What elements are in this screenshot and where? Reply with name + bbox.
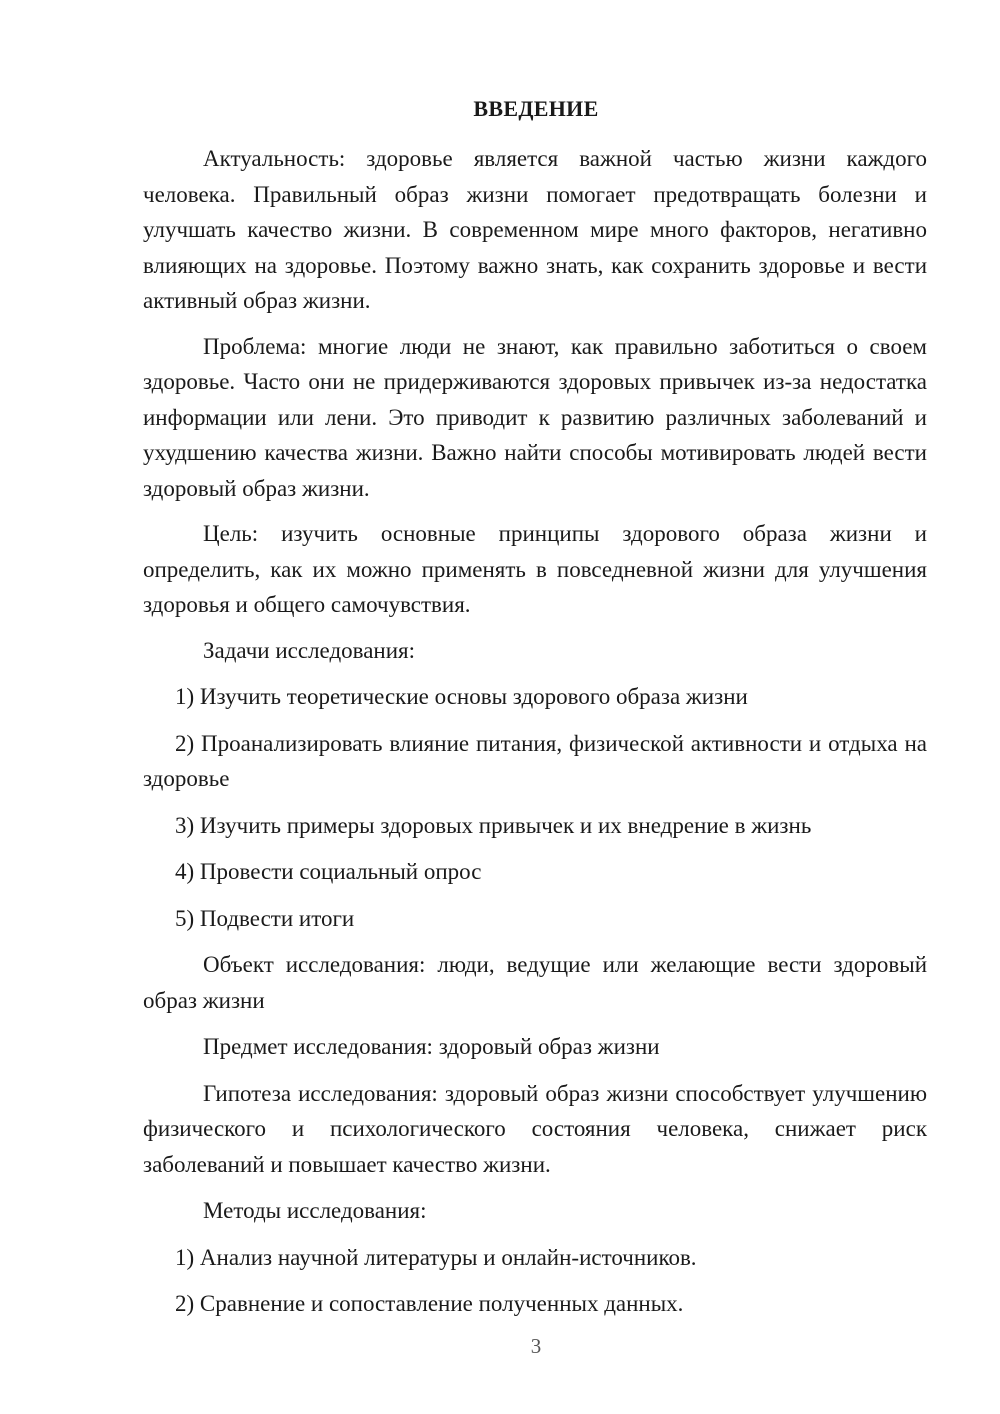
paragraph-object: Объект исследования: люди, ведущие или желающие вести здоровый образ жизни [143, 952, 927, 1013]
paragraph-goal: Цель: изучить основные принципы здорового образа жизни и определить, как их можно применять в повседневной жизни для улучшения здоровья и общего самочувствия. [143, 521, 927, 617]
method-item: 1) Анализ научной литературы и онлайн-источников. [175, 1244, 697, 1270]
method-item: 2) Сравнение и сопоставление полученных данных. [175, 1291, 684, 1316]
task-item: 1) Изучить теоретические основы здорового образа жизни [175, 684, 748, 709]
paragraph-problem: Проблема: многие люди не знают, как правильно заботиться о своем здоровье. Часто они не придерживаются здоровых привычек из-за недостатка информации или лени. Это приводит к развитию различных заболеваний и ухудшению качества жизни. Важно найти способы мотивировать людей вести здоровый образ жизни. [143, 333, 927, 501]
section-title: ВВЕДЕНИЕ [473, 96, 599, 121]
task-item: 2) Проанализировать влияние питания, физической активности и отдыха на здоровье [143, 730, 927, 791]
paragraph-hypothesis: Гипотеза исследования: здоровый образ жизни способствует улучшению физического и психологического состояния человека, снижает риск заболеваний и повышает качество жизни. [143, 1080, 927, 1177]
tasks-label: Задачи исследования: [203, 637, 416, 663]
task-item: 5) Подвести итоги [175, 905, 355, 931]
document-body [143, 141, 927, 1322]
task-item: 4) Провести социальный опрос [175, 859, 482, 884]
paragraph-subject: Предмет исследования: здоровый образ жизни [203, 1034, 660, 1059]
methods-label: Методы исследования: [203, 1198, 427, 1223]
page-number: 3 [530, 1334, 542, 1358]
task-item: 3) Изучить примеры здоровых привычек и их внедрение в жизнь [175, 812, 812, 838]
paragraph-relevance: Актуальность: здоровье является важной частью жизни каждого человека. Правильный образ жизни помогает предотвращать болезни и улучшать качество жизни. В современном мире много факторов, негативно влияющих на здоровье. Поэтому важно знать, как сохранить здоровье и вести активный образ жизни. [143, 146, 927, 313]
